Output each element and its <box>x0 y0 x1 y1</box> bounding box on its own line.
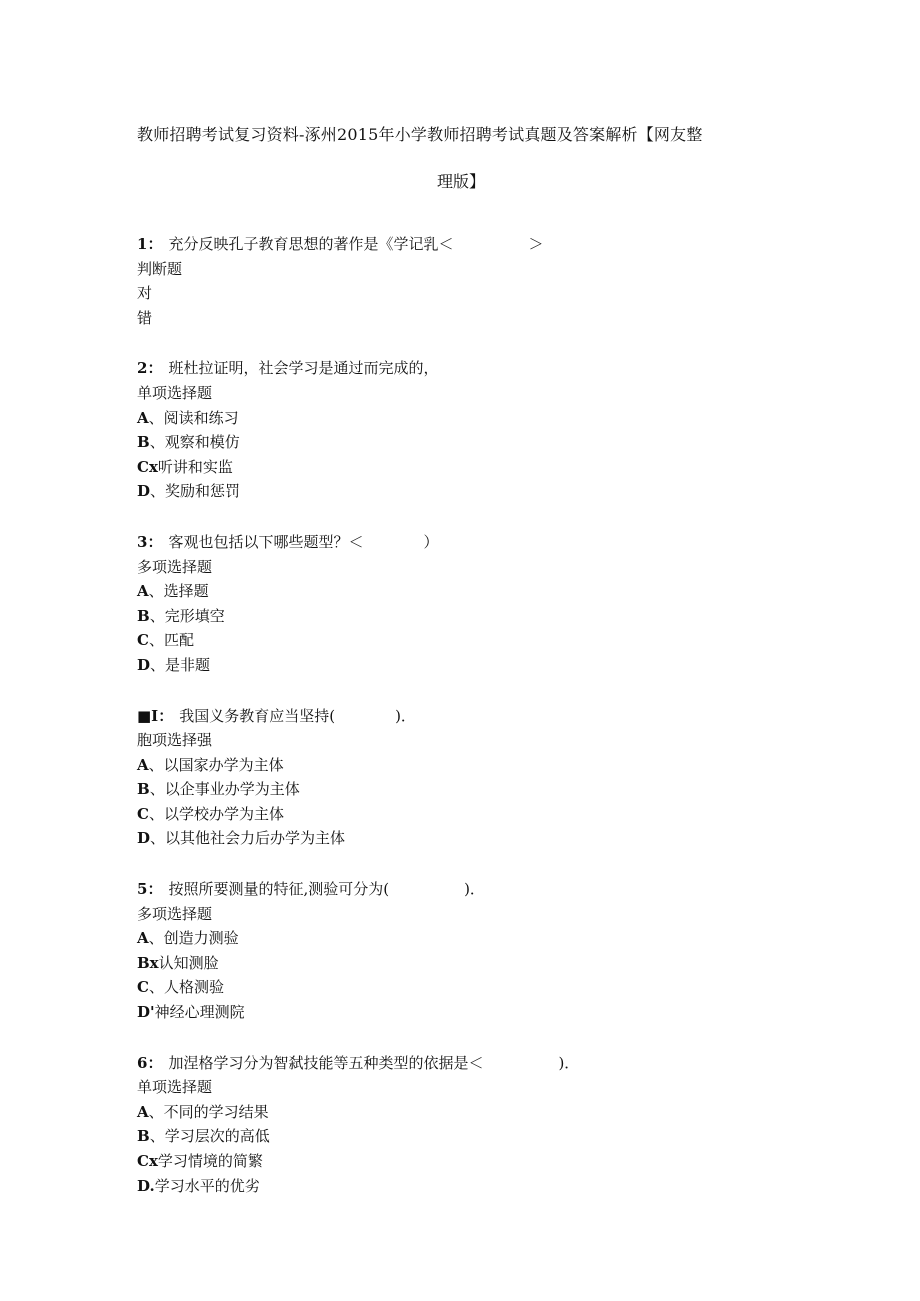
option-text: 学习水平的优劣 <box>154 1176 260 1195</box>
option-key: D <box>137 829 151 848</box>
question-number-separator: ： <box>158 706 174 725</box>
option-key: A <box>137 929 149 948</box>
question-prompt <box>137 1051 837 1076</box>
option-key: B <box>137 606 150 625</box>
answer-option[interactable] <box>137 1174 837 1199</box>
question-block-2 <box>137 356 837 504</box>
option-text: 听讲和实监 <box>157 457 233 476</box>
question-text: 客观也包括以下哪些题型？＜ ） <box>168 532 439 551</box>
question-prompt <box>137 704 837 729</box>
question-number-separator: ： <box>147 532 163 551</box>
option-text: 认知测脸 <box>158 953 219 972</box>
question-number-separator: ： <box>147 880 163 899</box>
question-type: 多项选择题 <box>137 557 213 576</box>
option-text: 以学校办学为主体 <box>163 804 284 823</box>
answer-option[interactable] <box>137 802 837 827</box>
question-number: 5 <box>137 880 148 899</box>
question-type: 单项选择题 <box>137 1078 213 1097</box>
option-text: 匹配 <box>163 631 194 650</box>
option-key: A <box>137 408 149 427</box>
option-separator: 、 <box>148 1102 164 1121</box>
option-key: C <box>137 804 149 823</box>
option-text: 对 <box>137 284 153 303</box>
document-title: 教师招聘考试复习资料-涿州2015年小学教师招聘考试真题及答案解析【网友整 <box>137 125 703 144</box>
answer-option[interactable] <box>137 430 837 455</box>
option-text: 学习情境的简繁 <box>157 1152 263 1170</box>
question-prompt <box>137 232 837 257</box>
option-key: C <box>137 631 149 650</box>
option-key: Cx <box>137 457 158 476</box>
option-list <box>137 406 837 504</box>
option-text: 奖励和惩罚 <box>165 482 241 501</box>
question-text: 加涅格学习分为智弑技能等五种类型的依据是＜ )． <box>168 1053 580 1072</box>
question-block-4 <box>137 704 837 852</box>
option-text: 学习层次的高低 <box>164 1127 270 1146</box>
option-separator: 、 <box>149 780 165 799</box>
option-separator: 、 <box>150 655 166 674</box>
option-text: 阅读和练习 <box>163 408 239 427</box>
option-text: 以国家办学为主体 <box>163 755 284 774</box>
option-separator: 、 <box>148 978 164 997</box>
option-text: 以企事业办学为主体 <box>164 780 300 799</box>
question-number: 3 <box>137 532 148 551</box>
answer-option[interactable] <box>137 604 837 629</box>
question-text: 班杜拉证明，社会学习是通过而完成的， <box>168 359 439 378</box>
option-key: D <box>137 482 151 501</box>
option-separator: 、 <box>149 433 165 452</box>
answer-option[interactable] <box>137 306 837 331</box>
question-block-1 <box>137 232 837 330</box>
answer-option[interactable] <box>137 281 837 306</box>
option-text: 神经心理测院 <box>154 1003 245 1022</box>
answer-option[interactable] <box>137 1149 837 1174</box>
question-type: 判断题 <box>137 259 183 278</box>
option-text: 错 <box>137 308 153 327</box>
answer-option[interactable] <box>137 951 837 976</box>
document-title-continuation: 理版】 <box>437 172 486 191</box>
option-key: Bx <box>137 953 159 972</box>
question-number: ■I <box>137 706 159 725</box>
answer-option[interactable] <box>137 653 837 678</box>
option-key: D' <box>137 1003 155 1022</box>
question-block-6 <box>137 1051 837 1199</box>
answer-option[interactable] <box>137 975 837 1000</box>
option-separator: 、 <box>148 929 164 948</box>
answer-option[interactable] <box>137 753 837 778</box>
option-key: A <box>137 755 149 774</box>
option-list <box>137 753 837 851</box>
option-key: D <box>137 655 151 674</box>
option-list <box>137 1100 837 1198</box>
option-separator: 、 <box>148 631 164 650</box>
option-text: 是非题 <box>165 655 211 674</box>
question-text: 按照所要测量的特征,测验可分为( )． <box>168 880 485 899</box>
answer-option[interactable] <box>137 628 837 653</box>
question-block-3 <box>137 530 837 678</box>
option-key: B <box>137 1127 150 1146</box>
question-text: 充分反映孔子教育思想的著作是《学记乳＜ ＞ <box>168 235 544 253</box>
answer-option[interactable] <box>137 1124 837 1149</box>
option-text: 人格测验 <box>163 978 224 997</box>
question-number-separator: ： <box>147 359 163 378</box>
answer-option[interactable] <box>137 479 837 504</box>
option-text: 创造力测验 <box>163 929 239 948</box>
answer-option[interactable] <box>137 1100 837 1125</box>
option-text: 不同的学习结果 <box>163 1102 269 1121</box>
option-separator: 、 <box>148 408 164 427</box>
option-separator: 、 <box>148 755 164 774</box>
option-list <box>137 926 837 1024</box>
option-key: C <box>137 978 149 997</box>
question-number: 1 <box>137 235 148 253</box>
option-key: B <box>137 780 150 799</box>
answer-option[interactable] <box>137 1000 837 1025</box>
option-key: B <box>137 433 150 452</box>
answer-option[interactable] <box>137 455 837 480</box>
answer-option[interactable] <box>137 926 837 951</box>
option-text: 观察和模仿 <box>164 433 240 452</box>
option-key: Cx <box>137 1152 158 1170</box>
question-type: 单项选择题 <box>137 383 213 402</box>
question-prompt <box>137 877 837 902</box>
answer-option[interactable] <box>137 826 837 851</box>
option-key: A <box>137 582 149 601</box>
question-text: 我国义务教育应当坚持( )． <box>179 706 416 725</box>
question-prompt <box>137 356 837 381</box>
option-key: A <box>137 1102 149 1121</box>
question-number: 2 <box>137 359 148 378</box>
question-number: 6 <box>137 1053 148 1072</box>
option-separator: 、 <box>149 606 165 625</box>
question-number-separator: ： <box>147 235 163 253</box>
option-list <box>137 281 837 330</box>
option-list <box>137 579 837 677</box>
option-separator: 、 <box>148 582 164 601</box>
answer-option[interactable] <box>137 777 837 802</box>
option-key: D. <box>137 1176 155 1195</box>
question-prompt <box>137 530 837 555</box>
option-text: 完形填空 <box>164 606 225 625</box>
question-list <box>137 232 837 1224</box>
question-block-5 <box>137 877 837 1025</box>
question-type: 胞项选择强 <box>137 731 213 750</box>
option-text: 选择题 <box>163 582 209 601</box>
option-separator: 、 <box>150 829 166 848</box>
answer-option[interactable] <box>137 406 837 431</box>
option-text: 以其他社会力后办学为主体 <box>165 829 346 848</box>
option-separator: 、 <box>148 804 164 823</box>
answer-option[interactable] <box>137 579 837 604</box>
option-separator: 、 <box>150 482 166 501</box>
question-type: 多项选择题 <box>137 904 213 923</box>
option-separator: 、 <box>149 1127 165 1146</box>
question-number-separator: ： <box>147 1053 163 1072</box>
